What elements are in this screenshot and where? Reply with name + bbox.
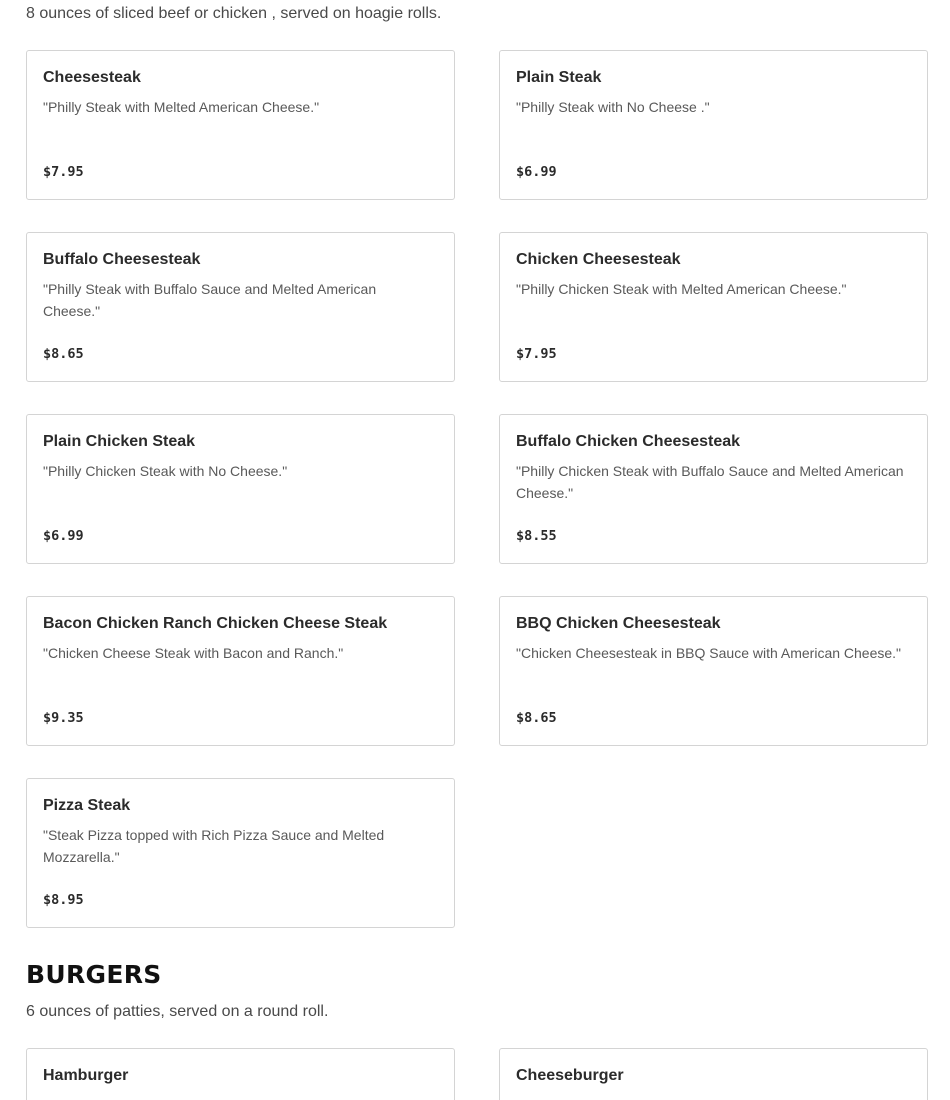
menu-item-card-cheesesteak[interactable]: [26, 50, 455, 200]
menu-item-name: Cheesesteak: [43, 69, 141, 86]
burgers-section-title: BURGERS: [26, 960, 162, 989]
menu-item-card-plain-chicken-steak[interactable]: [26, 414, 455, 564]
menu-item-description: "Philly Chicken Steak with Buffalo Sauce and Melted American Cheese.": [516, 463, 904, 501]
menu-item-price: $7.95: [43, 164, 84, 180]
menu-item-card-pizza-steak[interactable]: [26, 778, 455, 928]
menu-item-card-cheeseburger[interactable]: [499, 1048, 928, 1100]
menu-item-price: $7.95: [516, 346, 557, 362]
menu-item-price: $8.65: [516, 710, 557, 726]
menu-item-description: "Philly Chicken Steak with Melted American Cheese.": [516, 281, 847, 297]
menu-item-name: Pizza Steak: [43, 797, 131, 814]
burgers-section-description: 6 ounces of patties, served on a round roll.: [26, 1003, 329, 1020]
menu-item-price: $8.55: [516, 528, 557, 544]
steaks-section-description: 8 ounces of sliced beef or chicken , served on hoagie rolls.: [26, 5, 442, 22]
menu-item-card-chicken-cheesesteak[interactable]: [499, 232, 928, 382]
menu-item-name: Bacon Chicken Ranch Chicken Cheese Steak: [43, 615, 388, 632]
menu-item-name: BBQ Chicken Cheesesteak: [516, 615, 721, 632]
menu-item-card-plain-steak[interactable]: [499, 50, 928, 200]
menu-item-card-hamburger[interactable]: [26, 1048, 455, 1100]
menu-item-name: Cheeseburger: [516, 1067, 624, 1084]
menu-item-price: $8.95: [43, 892, 84, 908]
menu-item-price: $9.35: [43, 710, 84, 726]
menu-item-name: Buffalo Chicken Cheesesteak: [516, 433, 741, 450]
menu-item-description: "Philly Steak with No Cheese .": [516, 99, 710, 115]
menu-item-description: "Philly Steak with Melted American Cheese.": [43, 99, 320, 115]
menu-item-price: $6.99: [516, 164, 557, 180]
menu-item-name: Hamburger: [43, 1067, 129, 1084]
menu-item-description: "Chicken Cheesesteak in BBQ Sauce with American Cheese.": [516, 645, 902, 661]
menu-item-price: $6.99: [43, 528, 84, 544]
menu-item-card-buffalo-chicken-cheesesteak[interactable]: [499, 414, 928, 564]
menu-item-card-bacon-chicken-ranch[interactable]: [26, 596, 455, 746]
menu-item-name: Chicken Cheesesteak: [516, 251, 681, 268]
menu-item-card-buffalo-cheesesteak[interactable]: [26, 232, 455, 382]
menu-item-description: "Philly Steak with Buffalo Sauce and Melted American Cheese.": [43, 281, 377, 319]
menu-item-description: "Chicken Cheese Steak with Bacon and Ranch.": [43, 645, 344, 661]
menu-item-name: Buffalo Cheesesteak: [43, 251, 201, 268]
menu-item-description: "Philly Chicken Steak with No Cheese.": [43, 463, 288, 479]
menu-item-name: Plain Steak: [516, 69, 602, 86]
menu-item-price: $8.65: [43, 346, 84, 362]
menu-item-description: "Steak Pizza topped with Rich Pizza Sauce and Melted Mozzarella.": [43, 827, 385, 865]
menu-item-name: Plain Chicken Steak: [43, 433, 196, 450]
menu-item-card-bbq-chicken-cheesesteak[interactable]: [499, 596, 928, 746]
